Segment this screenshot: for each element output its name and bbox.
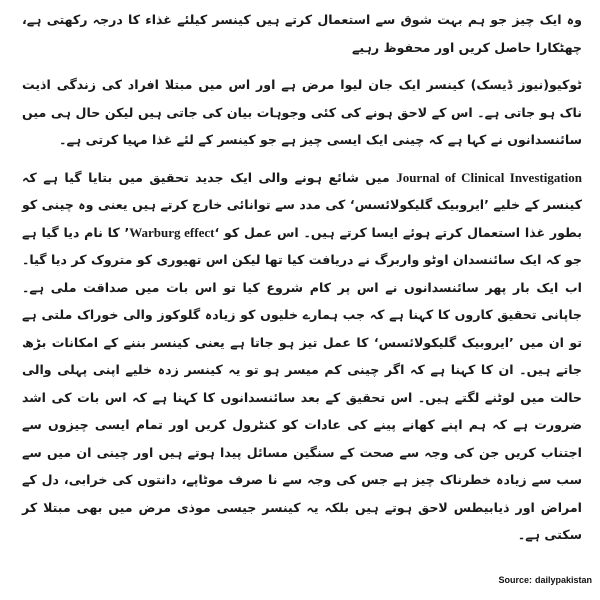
article-intro-paragraph: ٹوکیو(نیوز ڈیسک) کینسر ایک جان لیوا مرض ہے اور اس میں مبتلا افراد کی زندگی اذیت ناک ہو جاتی ہے۔ اس کے لاحق ہونے کی کئی وجوہات بیان کی جاتی ہیں لیکن حال ہی میں سائنسدانوں نے کہا ہے کہ چینی ایک ایسی چیز ہے جو کینسر کے لئے غذا مہیا کرتی ہے۔ [22,77,582,147]
article-research-paragraph [22,164,582,549]
warburg-effect-term: Warburg effect [129,224,215,240]
source-credit [498,575,592,585]
research-text-end: ’ کا نام دیا گیا ہے جو کہ ایک سائنسدان اوٹو واربرگ نے دریافت کیا تھا لیکن اس تھیوری کو متروک کر دیا گیا۔ اب ایک بار پھر سائنسدانوں نے اس پر کام شروع کیا تو اس بات میں صداقت ملی ہے۔ جاپانی تحقیق کاروں کا کہنا ہے کہ جب ہمارے خلیوں کو زیادہ گلوکوز والی خوراک ملتی ہے تو ان میں ’ایروبیک گلیکولائسس‘ کا عمل تیز ہو جاتا ہے یعنی کینسر بننے کے امکانات بڑھ جاتے ہیں۔ ان کا کہنا ہے کہ اگر چینی کم میسر ہو تو یہ کینسر زدہ خلیے اپنی پہلی والی حالت میں لوٹنے لگتے ہیں۔ اس تحقیق کے بعد سائنسدانوں کا کہنا ہے کہ اس بات کی اشد ضرورت ہے کہ ہم اپنے کھانے پینے کی عادات کو کنٹرول کریں اور تمام ایسی چیزوں سے اجتناب کریں جن کی وجہ سے صحت کے سنگین مسائل پیدا ہوتے ہیں اور چینی ان میں سے سب سے زیادہ خطرناک چیز ہے جس کی وجہ سے نا صرف موٹاپے، دانتوں کی خرابی، دل کے امراض اور ذیابیطس لاحق ہوتے ہیں بلکہ یہ کینسر جیسی موذی مرض میں بھی مبتلا کر سکتی ہے۔ [22,224,582,542]
source-label: Source: [498,575,532,585]
research-text-middle: میں شائع ہونے والی ایک جدید تحقیق میں بتایا گیا ہے کہ کینسر کے خلیے ’ایروبیک گلیکولائسس‘ کی مدد سے توانائی خارج کرتے ہیں یعنی وہ چینی کو بطور غذا استعمال کرتے ہوئے ایسا کرتے ہیں۔ اس عمل کو ‘ [22,169,582,240]
article-headline-paragraph: وہ ایک چیز جو ہم بہت شوق سے استعمال کرتے ہیں کینسر کیلئے غذاء کا درجہ رکھتی ہے، چھٹکارا حاصل کریں اور محفوظ رہیے [22,12,582,55]
source-value: dailypakistan [534,575,592,585]
article-body [22,6,582,559]
journal-name: Journal of Clinical Investigation [396,169,582,185]
